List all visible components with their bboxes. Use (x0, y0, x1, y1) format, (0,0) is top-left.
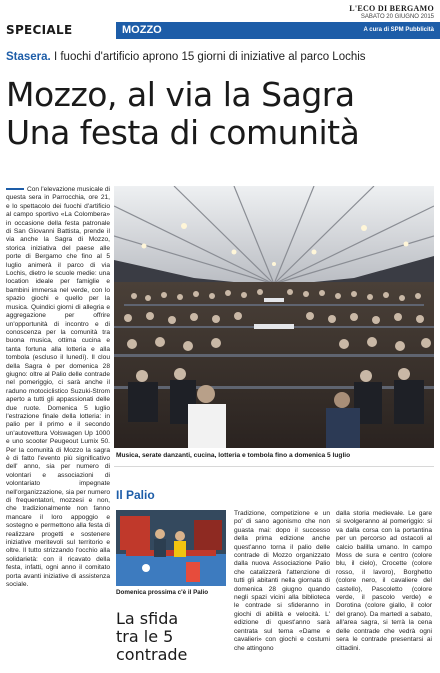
newspaper-name: L'ECO DI BERGAMO (349, 4, 434, 13)
kicker (6, 51, 366, 63)
issue-date: SABATO 20 GIUGNO 2015 (360, 14, 434, 20)
left-column-text: Con l'elevazione musicale di questa sera in Parrocchia, ore 21, e lo spettacolo dei fuochi d'artificio al campo sportivo «La Colombera» in occasione della festa patronale di San Giovanni Battista, prende il via anche la Sagra di Mozzo, storica iniziativa del paese alle porte di Bergamo che fino al 5 luglio animerà il parco di via Lochis, dietro le scuole medie: una location ideale per famiglie e bambini immersa nel verde, con lo spazio giochi e quello per la musica. Quindici giorni di allegria e aggregazione per offrire un'opportunità di incontro e di conoscenza per la comunità tra buona musica, ottima cucina e tanta fortuna alla lotteria e alla tombola (escluso il lunedì). Il clou della Sagra è per domenica 28 giugno: oltre al Palio delle contrade nel pomeriggio, ci sarà anche il raduno motociclistico Suzuki-Strom aperto a tutti gli appassionati delle due ruote. Domenica 5 luglio l'estrazione finale della lotteria: in palio per il primo e il secondo un'autovettura Volswagen Up 1000 e uno scooter Peugeout Lumix 50. Per la comunità di Mozzo la sagra è di fatto l'evento più significativo dell' anno, sia per numero di volontari e associazioni di volontariato impegnate nell'organizzazione, sia per numero di frequentatori, mozzesi e non, che tradizionalmente non fanno mancare il loro appoggio e sostegno e permettono alla festa di realizzare progetti e sostenere iniziative meritevoli sul territorio e oltre. Il tutto strizzando l'occhio alla solidarietà: con il ricavato della festa, infatti, ogni anno il comitato porta avanti iniziative di assistenza sociale. (6, 186, 110, 589)
article-body-left (6, 186, 110, 590)
headline (6, 76, 436, 152)
section-bar (0, 22, 440, 39)
palio-subhead-line-3: contrade (116, 645, 188, 664)
palio-photo-caption: Domenica prossima c'è il Palio (116, 589, 209, 596)
town-bar (116, 22, 440, 39)
kicker-label: Stasera. (6, 51, 51, 63)
palio-subhead-line-2: tra le 5 (116, 627, 174, 646)
masthead (349, 4, 434, 20)
palio-subhead-line-1: La sfida (116, 609, 179, 628)
palio-game-illustration (116, 510, 226, 586)
palio-subhead (116, 610, 187, 664)
tent-crowd-illustration (114, 186, 434, 448)
divider (114, 466, 434, 467)
palio-heading: Il Palio (116, 488, 155, 502)
section-label: SPECIALE (0, 22, 116, 39)
town-name: MOZZO (122, 24, 162, 36)
festival-tent-photo (114, 186, 434, 448)
palio-column-1: Tradizione, competizione e un po' di sano agonismo che non guasta mai: dopo il successo della prima edizione anche quest'anno torna il palio delle contrade di Mozzo organizzato dalla nuova Associazione Palio che catalizzerà l'attenzione di tutti gli abitanti nella giornata di domenica 28 giugno quando negli spazi vicini alla biblioteca le contrade si sfideranno in giochi di abilità e velocità. L' edizione di quest'anno sarà centrata sul tema «Dame e cavalieri» con giochi e costumi che attingono (234, 510, 330, 652)
palio-photo (116, 510, 226, 586)
dash-marker (6, 188, 24, 190)
photo-caption: Musica, serate danzanti, cucina, lotteria e tombola fino a domenica 5 luglio (116, 452, 351, 459)
headline-line-1: Mozzo, al via la Sagra (6, 75, 355, 114)
palio-column-2: dalla storia medievale. Le gare si svolgeranno al pomeriggio: si va dalla corsa con la portantina per un percorso ad ostacoli al calcio balilla umano. In campo Moss de sura e centro (colore blu, il cielo), Crocette (colore rosso, il lavoro), Borghetto (colore nero, il cavaliere del castello), Pascoletto (colore verde, il pascolo verde) e Dorotina (colore giallo, il color del grano). Da martedì a sabato, all'area sagra, si terrà la cena delle contrade che vedrà ogni sera le contrade presentarsi ai cittadini. (336, 510, 432, 652)
credit-line: A cura di SPM Pubblicità (363, 27, 434, 33)
headline-line-2: Una festa di comunità (6, 113, 360, 152)
kicker-text: I fuochi d'artificio aprono 15 giorni di iniziative al parco Lochis (50, 51, 366, 63)
